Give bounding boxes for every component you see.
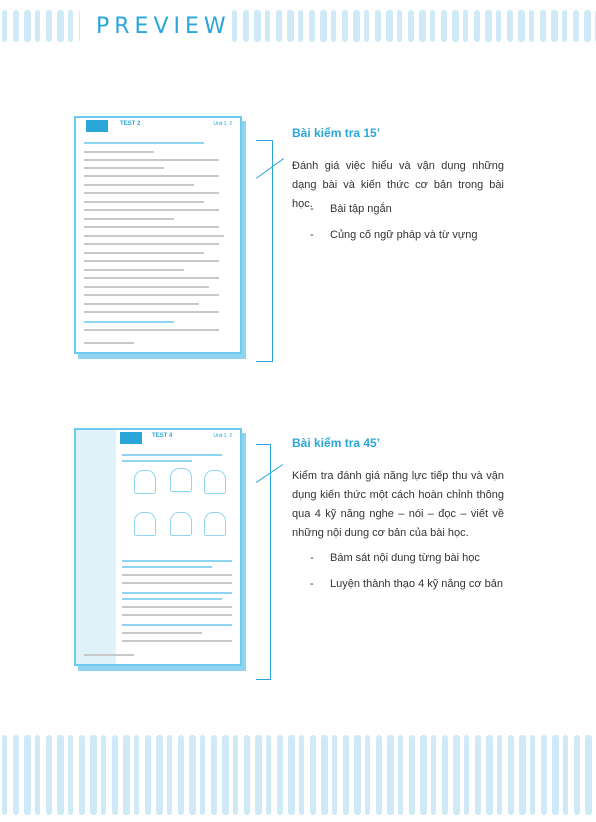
stripe (518, 10, 525, 42)
stripe (541, 735, 547, 815)
stripe (563, 735, 568, 815)
top-right-stripes (230, 10, 596, 42)
stripe (277, 735, 283, 815)
thumbnail-unit-label: Unit 1, 2 (213, 121, 232, 127)
stripe (464, 735, 469, 815)
stripe (364, 10, 369, 42)
stripe (408, 10, 414, 42)
section-title: Bài kiểm tra 45’ (292, 436, 381, 450)
stripe (255, 735, 262, 815)
stripe (530, 735, 535, 815)
stripe (353, 10, 360, 42)
stripe (134, 735, 139, 815)
stripe (2, 10, 7, 42)
stripe (321, 735, 328, 815)
stripe (24, 735, 31, 815)
stripe (552, 735, 559, 815)
stripe (276, 10, 282, 42)
stripe (463, 10, 468, 42)
stripe (24, 10, 31, 42)
list-item: - Luyện thành thạo 4 kỹ năng cơ bản (310, 578, 510, 604)
section-description: Đánh giá việc hiểu và vận dụng những dạng bài và kiến thức cơ bản trong bài học. (292, 160, 504, 210)
page-title: PREVIEW (96, 14, 231, 39)
top-left-stripes (0, 10, 80, 42)
stripe (574, 735, 580, 815)
stripe (331, 10, 336, 42)
section-list (310, 552, 510, 604)
stripe (46, 735, 52, 815)
stripe (309, 10, 315, 42)
stripe (332, 735, 337, 815)
thumbnail-test-label: TEST 2 (120, 121, 141, 127)
stripe (68, 735, 73, 815)
stripe (342, 10, 348, 42)
stripe (441, 10, 447, 42)
stripe (298, 10, 303, 42)
stripe (156, 735, 163, 815)
stripe (507, 10, 513, 42)
stripe (529, 10, 534, 42)
stripe (419, 10, 426, 42)
stripe (265, 10, 270, 42)
book-logo-icon (120, 432, 142, 444)
stripe (387, 735, 394, 815)
stripe (13, 735, 19, 815)
stripe (112, 735, 118, 815)
stripe (299, 735, 304, 815)
stripe (431, 735, 436, 815)
stripe (233, 735, 238, 815)
stripe (189, 735, 196, 815)
stripe (354, 735, 361, 815)
stripe (232, 10, 237, 42)
list-item: - Bài tập ngắn (310, 203, 510, 229)
stripe (430, 10, 435, 42)
stripe (508, 735, 514, 815)
section-description: Kiểm tra đánh giá năng lực tiếp thu và vận dụng kiến thức một cách hoàn chỉnh thông qua 4 kỹ năng nghe – nói – đọc – viết về những nội dung cơ bản của bài học. (292, 470, 504, 539)
stripe (386, 10, 393, 42)
stripe (178, 735, 184, 815)
stripe (287, 10, 294, 42)
stripe (90, 735, 97, 815)
list-item: - Củng cố ngữ pháp và từ vựng (310, 229, 510, 255)
stripe (585, 735, 592, 815)
stripe (474, 10, 480, 42)
stripe (145, 735, 151, 815)
stripe (200, 735, 205, 815)
stripe (243, 10, 249, 42)
stripe (397, 10, 402, 42)
stripe (442, 735, 448, 815)
list-item: - Bám sát nội dung từng bài học (310, 552, 510, 578)
stripe (57, 10, 64, 42)
stripe (320, 10, 327, 42)
stripe (365, 735, 370, 815)
section-list (310, 203, 510, 255)
stripe (2, 735, 7, 815)
stripe (288, 735, 295, 815)
book-logo-icon (86, 120, 108, 132)
stripe (244, 735, 250, 815)
stripe (475, 735, 481, 815)
thumbnail-unit-label: Unit 1, 2 (213, 433, 232, 439)
stripe (35, 10, 40, 42)
stripe (409, 735, 415, 815)
stripe (486, 735, 493, 815)
stripe (496, 10, 501, 42)
bottom-stripes (0, 735, 596, 815)
stripe (497, 735, 502, 815)
stripe (79, 10, 80, 42)
connector-bracket (256, 140, 273, 362)
stripe (453, 735, 460, 815)
stripe (211, 735, 217, 815)
stripe (222, 735, 229, 815)
stripe (46, 10, 52, 42)
stripe (519, 735, 526, 815)
stripe (13, 10, 19, 42)
stripe (167, 735, 172, 815)
stripe (376, 735, 382, 815)
stripe (266, 735, 271, 815)
test-page-thumbnail (74, 116, 242, 354)
stripe (343, 735, 349, 815)
stripe (398, 735, 403, 815)
stripe (35, 735, 40, 815)
thumbnail-test-label: TEST 4 (152, 433, 173, 439)
stripe (584, 10, 591, 42)
stripe (420, 735, 427, 815)
stripe (573, 10, 579, 42)
stripe (452, 10, 459, 42)
stripe (310, 735, 316, 815)
stripe (562, 10, 567, 42)
stripe (375, 10, 381, 42)
section-title: Bài kiểm tra 15’ (292, 126, 381, 140)
stripe (57, 735, 64, 815)
stripe (551, 10, 558, 42)
stripe (101, 735, 106, 815)
stripe (485, 10, 492, 42)
connector-bracket (256, 444, 271, 680)
test-page-thumbnail (74, 428, 242, 666)
stripe (123, 735, 130, 815)
stripe (540, 10, 546, 42)
stripe (68, 10, 73, 42)
stripe (254, 10, 261, 42)
stripe (79, 735, 85, 815)
